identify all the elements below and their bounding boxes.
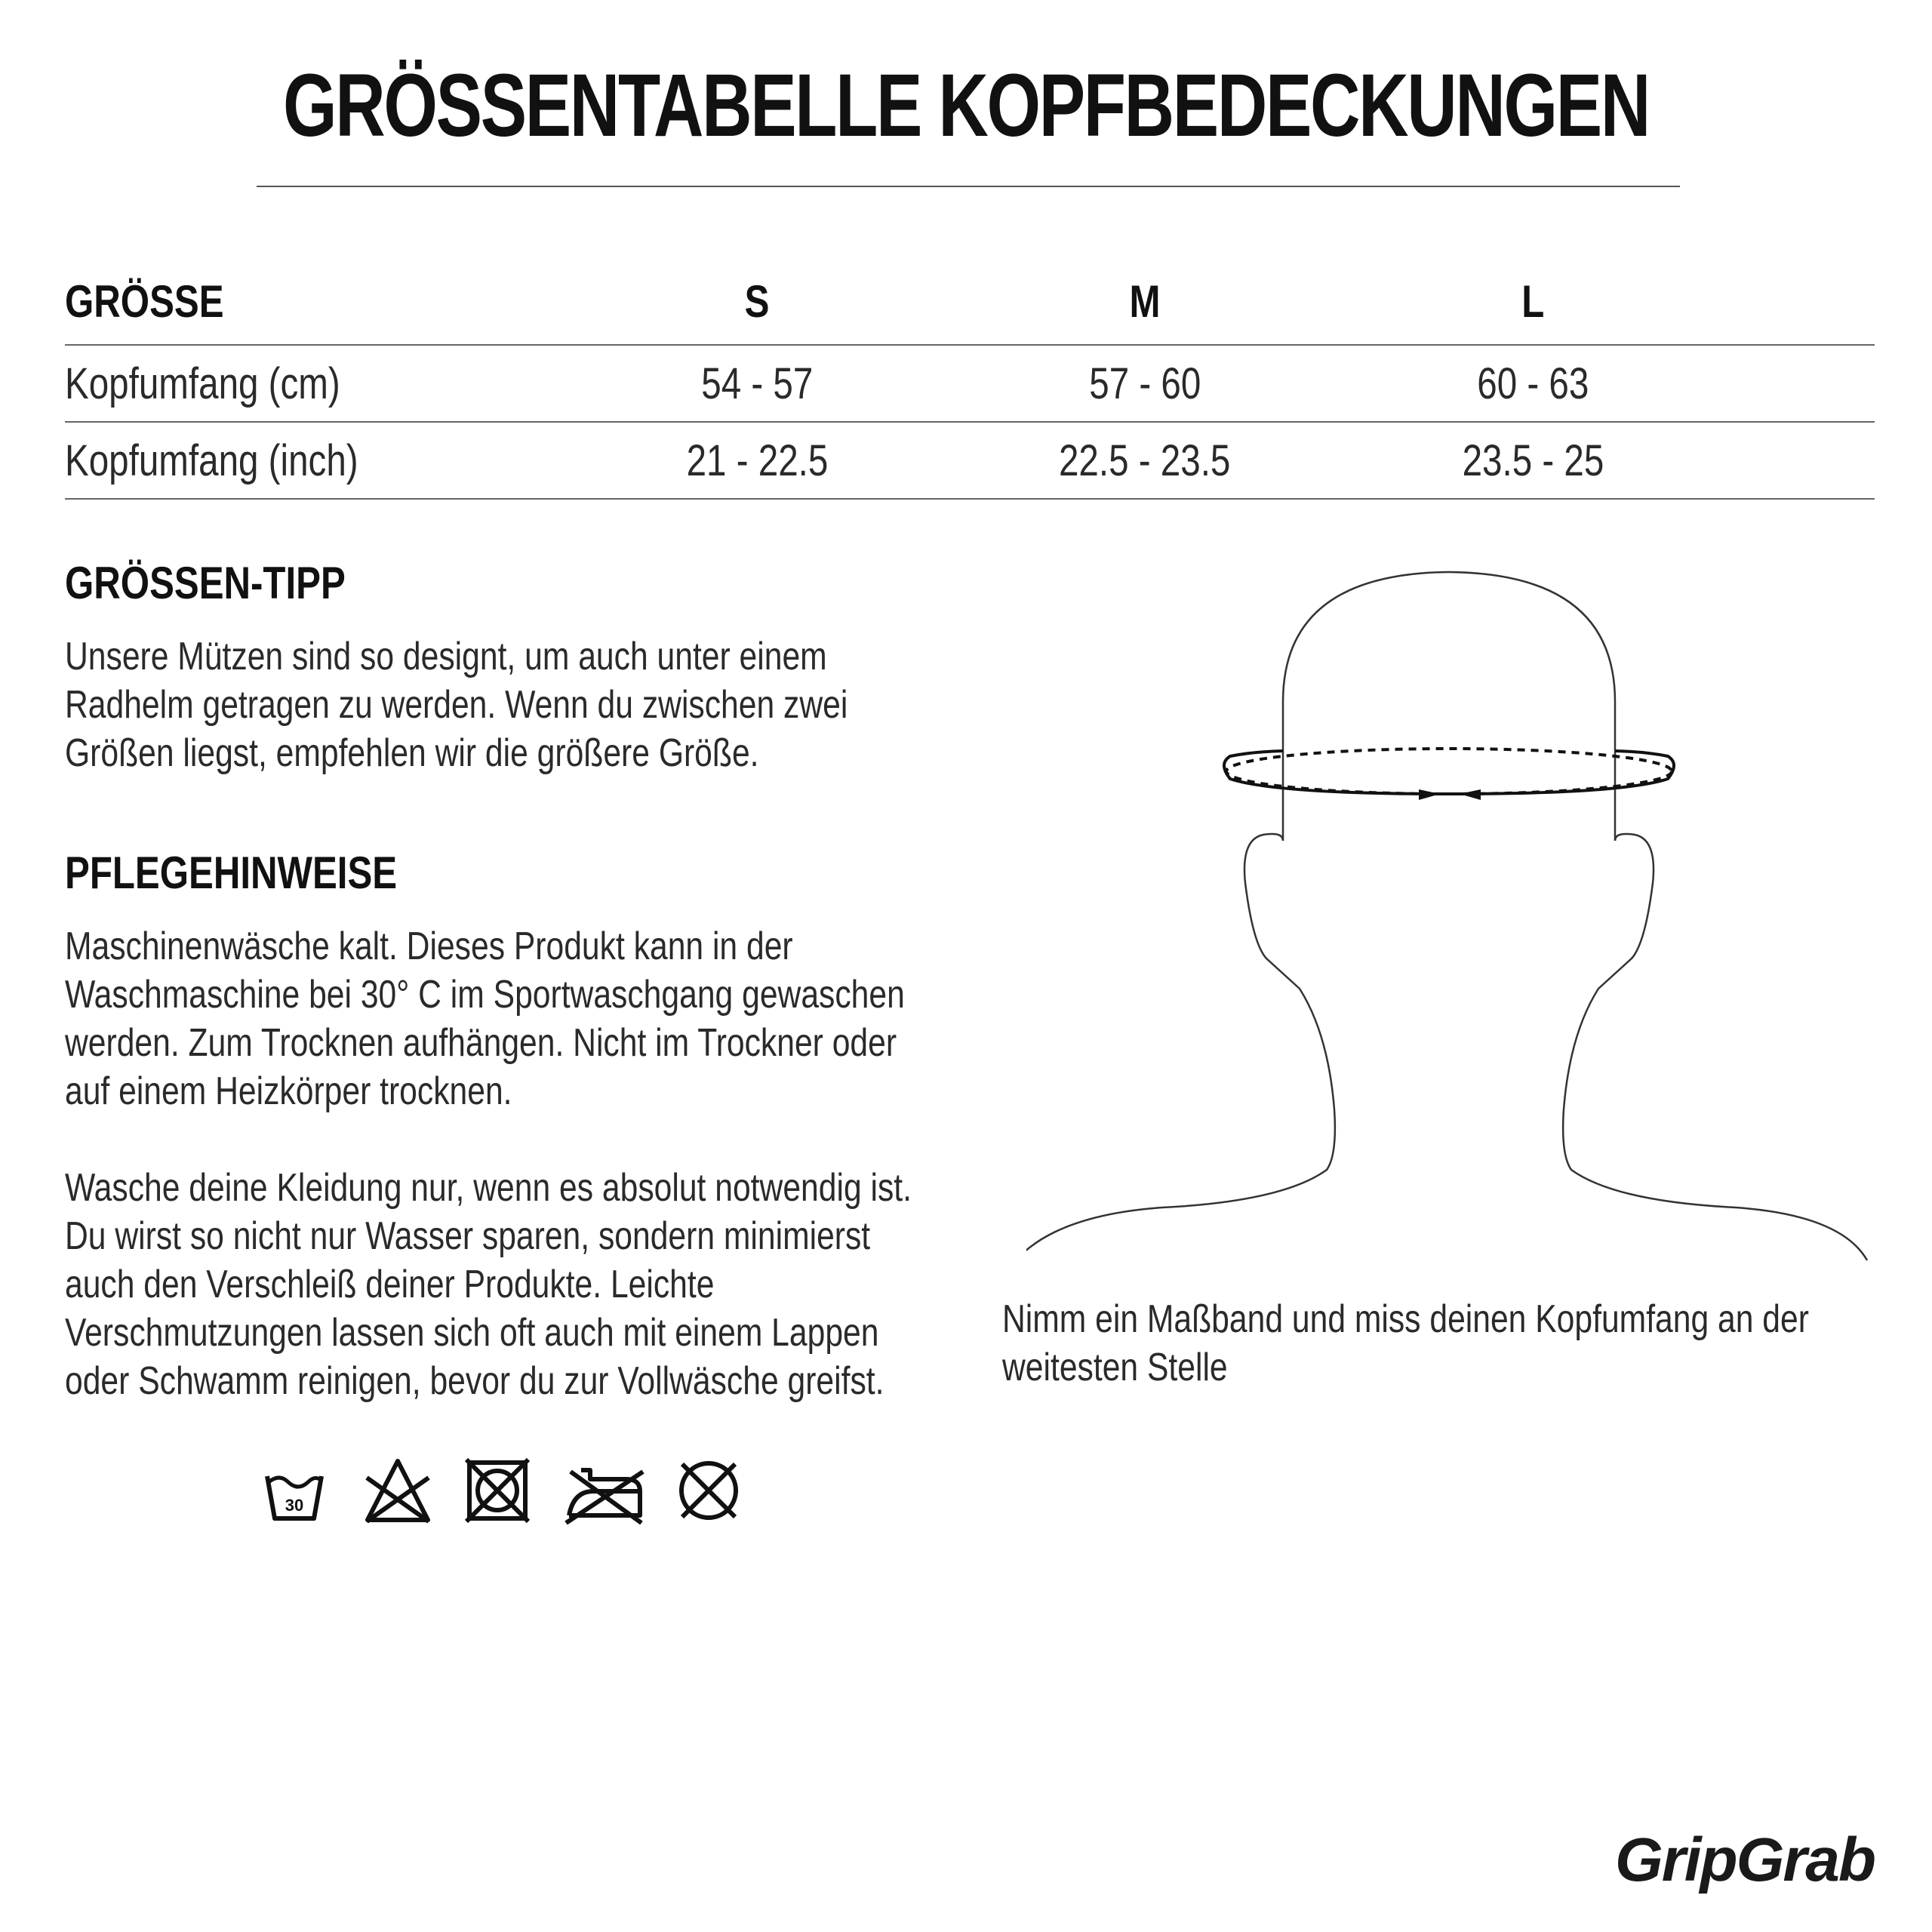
care-text-2: Wasche deine Kleidung nur, wenn es absolut notwendig ist. Du wirst so nicht nur Wasser sparen, sondern minimierst auch den Verschleiß deiner Produkte. Leichte Verschmutzungen lassen sich oft auch mit einem Lappen oder Schwamm reinigen, bevor du zur Vollwäsche greifst. — [65, 1166, 912, 1403]
care-heading: PFLEGEHINWEISE — [65, 848, 398, 898]
head-measurement-illustration — [1026, 566, 1872, 1283]
size-tip-text: Unsere Mützen sind so designt, um auch unter einem Radhelm getragen zu werden. Wenn du zwischen zwei Größen liegst, empfehlen wir die größere Größe. — [65, 635, 848, 775]
size-tip-heading: GRÖSSEN-TIPP — [65, 558, 346, 608]
arrow-left-icon — [1460, 789, 1481, 800]
size-header-l: L — [1521, 276, 1545, 327]
head-outline — [1283, 572, 1615, 841]
measuring-tape-back — [1226, 749, 1672, 794]
value-inch-s: 21 - 22.5 — [686, 435, 828, 485]
measuring-tape-front — [1224, 751, 1674, 794]
page-title: GRÖSSENTABELLE KOPFBEDECKUNGEN — [283, 56, 1649, 155]
no-iron-icon — [563, 1457, 646, 1524]
no-bleach-icon — [364, 1457, 432, 1524]
arrow-right-icon — [1419, 789, 1440, 800]
care-symbols — [264, 1457, 747, 1524]
table-row — [65, 345, 1875, 422]
face-left-outline — [1026, 834, 1335, 1260]
value-cm-s: 54 - 57 — [700, 358, 814, 408]
figure-caption: Nimm ein Maßband und miss deinen Kopfumfang an der weitesten Stelle — [1002, 1297, 1809, 1389]
title-divider — [257, 186, 1680, 187]
no-dry-clean-icon — [675, 1457, 743, 1524]
size-header-label: GRÖSSE — [65, 276, 224, 327]
care-text-1: Maschinenwäsche kalt. Dieses Produkt kann in der Waschmaschine bei 30° C im Sportwaschgang gewaschen werden. Zum Trocknen aufhängen. Nicht im Trockner oder auf einem Heizkörper trocknen. — [65, 924, 905, 1113]
table-row — [65, 422, 1875, 499]
no-tumble-dry-icon — [463, 1457, 531, 1524]
size-header-m: M — [1129, 276, 1161, 327]
wash-30-icon — [264, 1457, 325, 1524]
size-header-s: S — [744, 276, 770, 327]
wash-temp-label: 30 — [285, 1496, 304, 1515]
size-table-header — [65, 249, 1875, 345]
value-inch-m: 22.5 - 23.5 — [1059, 435, 1231, 485]
row-label-cm: Kopfumfang (cm) — [65, 358, 340, 408]
size-table — [65, 249, 1875, 500]
value-cm-l: 60 - 63 — [1476, 358, 1589, 408]
value-inch-l: 23.5 - 25 — [1462, 435, 1604, 485]
brand-logo: GripGrab — [1615, 1826, 1875, 1894]
face-right-outline — [1563, 834, 1867, 1260]
row-label-inch: Kopfumfang (inch) — [65, 435, 358, 485]
value-cm-m: 57 - 60 — [1088, 358, 1201, 408]
